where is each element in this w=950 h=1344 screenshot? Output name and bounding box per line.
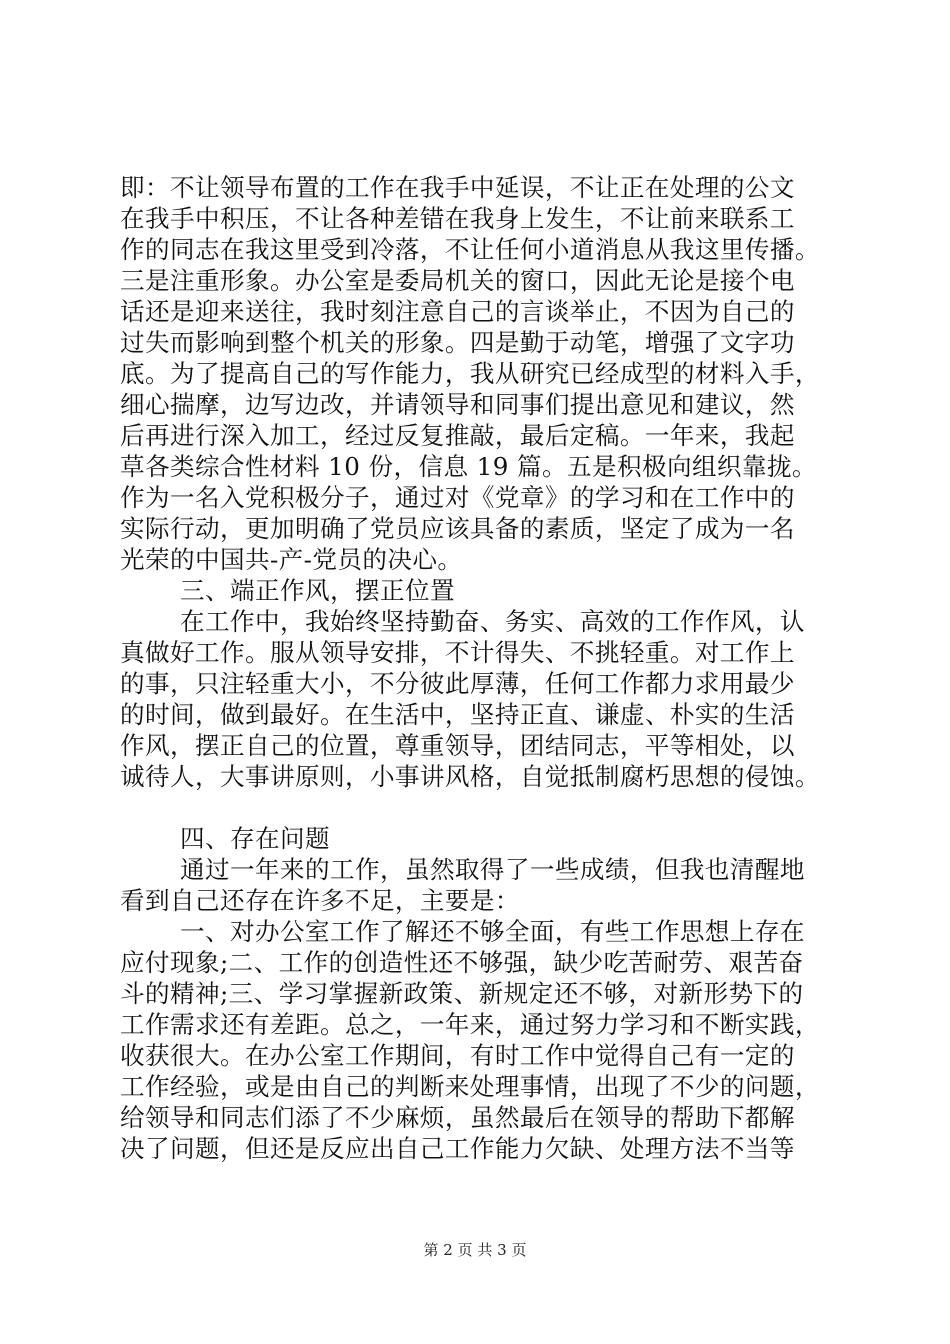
text-line: 的时间，做到最好。在生活中，坚持正直、谦虚、朴实的生活 xyxy=(120,700,795,729)
text-line: 诚待人，大事讲原则，小事讲风格，自觉抵制腐朽思想的侵蚀。 xyxy=(120,762,820,791)
section-heading: 三、端正作风，摆正位置 xyxy=(180,576,455,605)
text-line: 一、对办公室工作了解还不够全面，有些工作思想上存在 xyxy=(180,917,805,946)
text-line: 收获很大。在办公室工作期间，有时工作中觉得自己有一定的 xyxy=(120,1041,795,1070)
text-line: 作为一名入党积极分子，通过对《党章》的学习和在工作中的 xyxy=(120,483,795,512)
text-line: 给领导和同志们添了不少麻烦，虽然最后在领导的帮助下都解 xyxy=(120,1103,795,1132)
page-footer: 第 2 页 共 3 页 xyxy=(423,1241,527,1259)
text-line: 草各类综合性材料 10 份，信息 19 篇。五是积极向组织靠拢。 xyxy=(120,452,817,481)
text-line: 实际行动，更加明确了党员应该具备的素质，坚定了成为一名 xyxy=(120,514,795,543)
text-line: 工作经验，或是由自己的判断来处理事情，出现了不少的问题， xyxy=(120,1072,820,1101)
text-line: 底。为了提高自己的写作能力，我从研究已经成型的材料入手， xyxy=(120,359,820,388)
text-line: 作的同志在我这里受到冷落，不让任何小道消息从我这里传播。 xyxy=(120,235,820,264)
text-line: 在我手中积压，不让各种差错在我身上发生，不让前来联系工 xyxy=(120,204,795,233)
text-line: 斗的精神;三、学习掌握新政策、新规定还不够，对新形势下的 xyxy=(120,979,804,1008)
blank-line xyxy=(120,792,840,823)
text-line: 过失而影响到整个机关的形象。四是勤于动笔，增强了文字功 xyxy=(120,328,795,357)
text-line: 在工作中，我始终坚持勤奋、务实、高效的工作作风，认 xyxy=(180,607,805,636)
text-line: 真做好工作。服从领导安排，不计得失、不挑轻重。对工作上 xyxy=(120,638,795,667)
text-line: 决了问题，但还是反应出自己工作能力欠缺、处理方法不当等 xyxy=(120,1134,795,1163)
section-heading: 四、存在问题 xyxy=(180,824,330,853)
text-line: 细心揣摩，边写边改，并请领导和同事们提出意见和建议，然 xyxy=(120,390,795,419)
text-line: 即：不让领导布置的工作在我手中延误，不让正在处理的公文 xyxy=(120,173,795,202)
body-text xyxy=(120,172,840,1164)
text-line: 应付现象;二、工作的创造性还不够强，缺少吃苦耐劳、艰苦奋 xyxy=(120,948,804,977)
text-line: 看到自己还存在许多不足，主要是： xyxy=(120,886,520,915)
text-line: 工作需求还有差距。总之，一年来，通过努力学习和不断实践， xyxy=(120,1010,820,1039)
text-line: 光荣的中国共-产-党员的决心。 xyxy=(120,545,463,574)
text-line: 通过一年来的工作，虽然取得了一些成绩，但我也清醒地 xyxy=(180,855,805,884)
text-line: 作风，摆正自己的位置，尊重领导，团结同志，平等相处，以 xyxy=(120,731,795,760)
text-line: 的事，只注轻重大小，不分彼此厚薄，任何工作都力求用最少 xyxy=(120,669,795,698)
text-line: 后再进行深入加工，经过反复推敲，最后定稿。一年来，我起 xyxy=(120,421,795,450)
text-line: 话还是迎来送往，我时刻注意自己的言谈举止，不因为自己的 xyxy=(120,297,795,326)
text-line: 三是注重形象。办公室是委局机关的窗口，因此无论是接个电 xyxy=(120,266,795,295)
